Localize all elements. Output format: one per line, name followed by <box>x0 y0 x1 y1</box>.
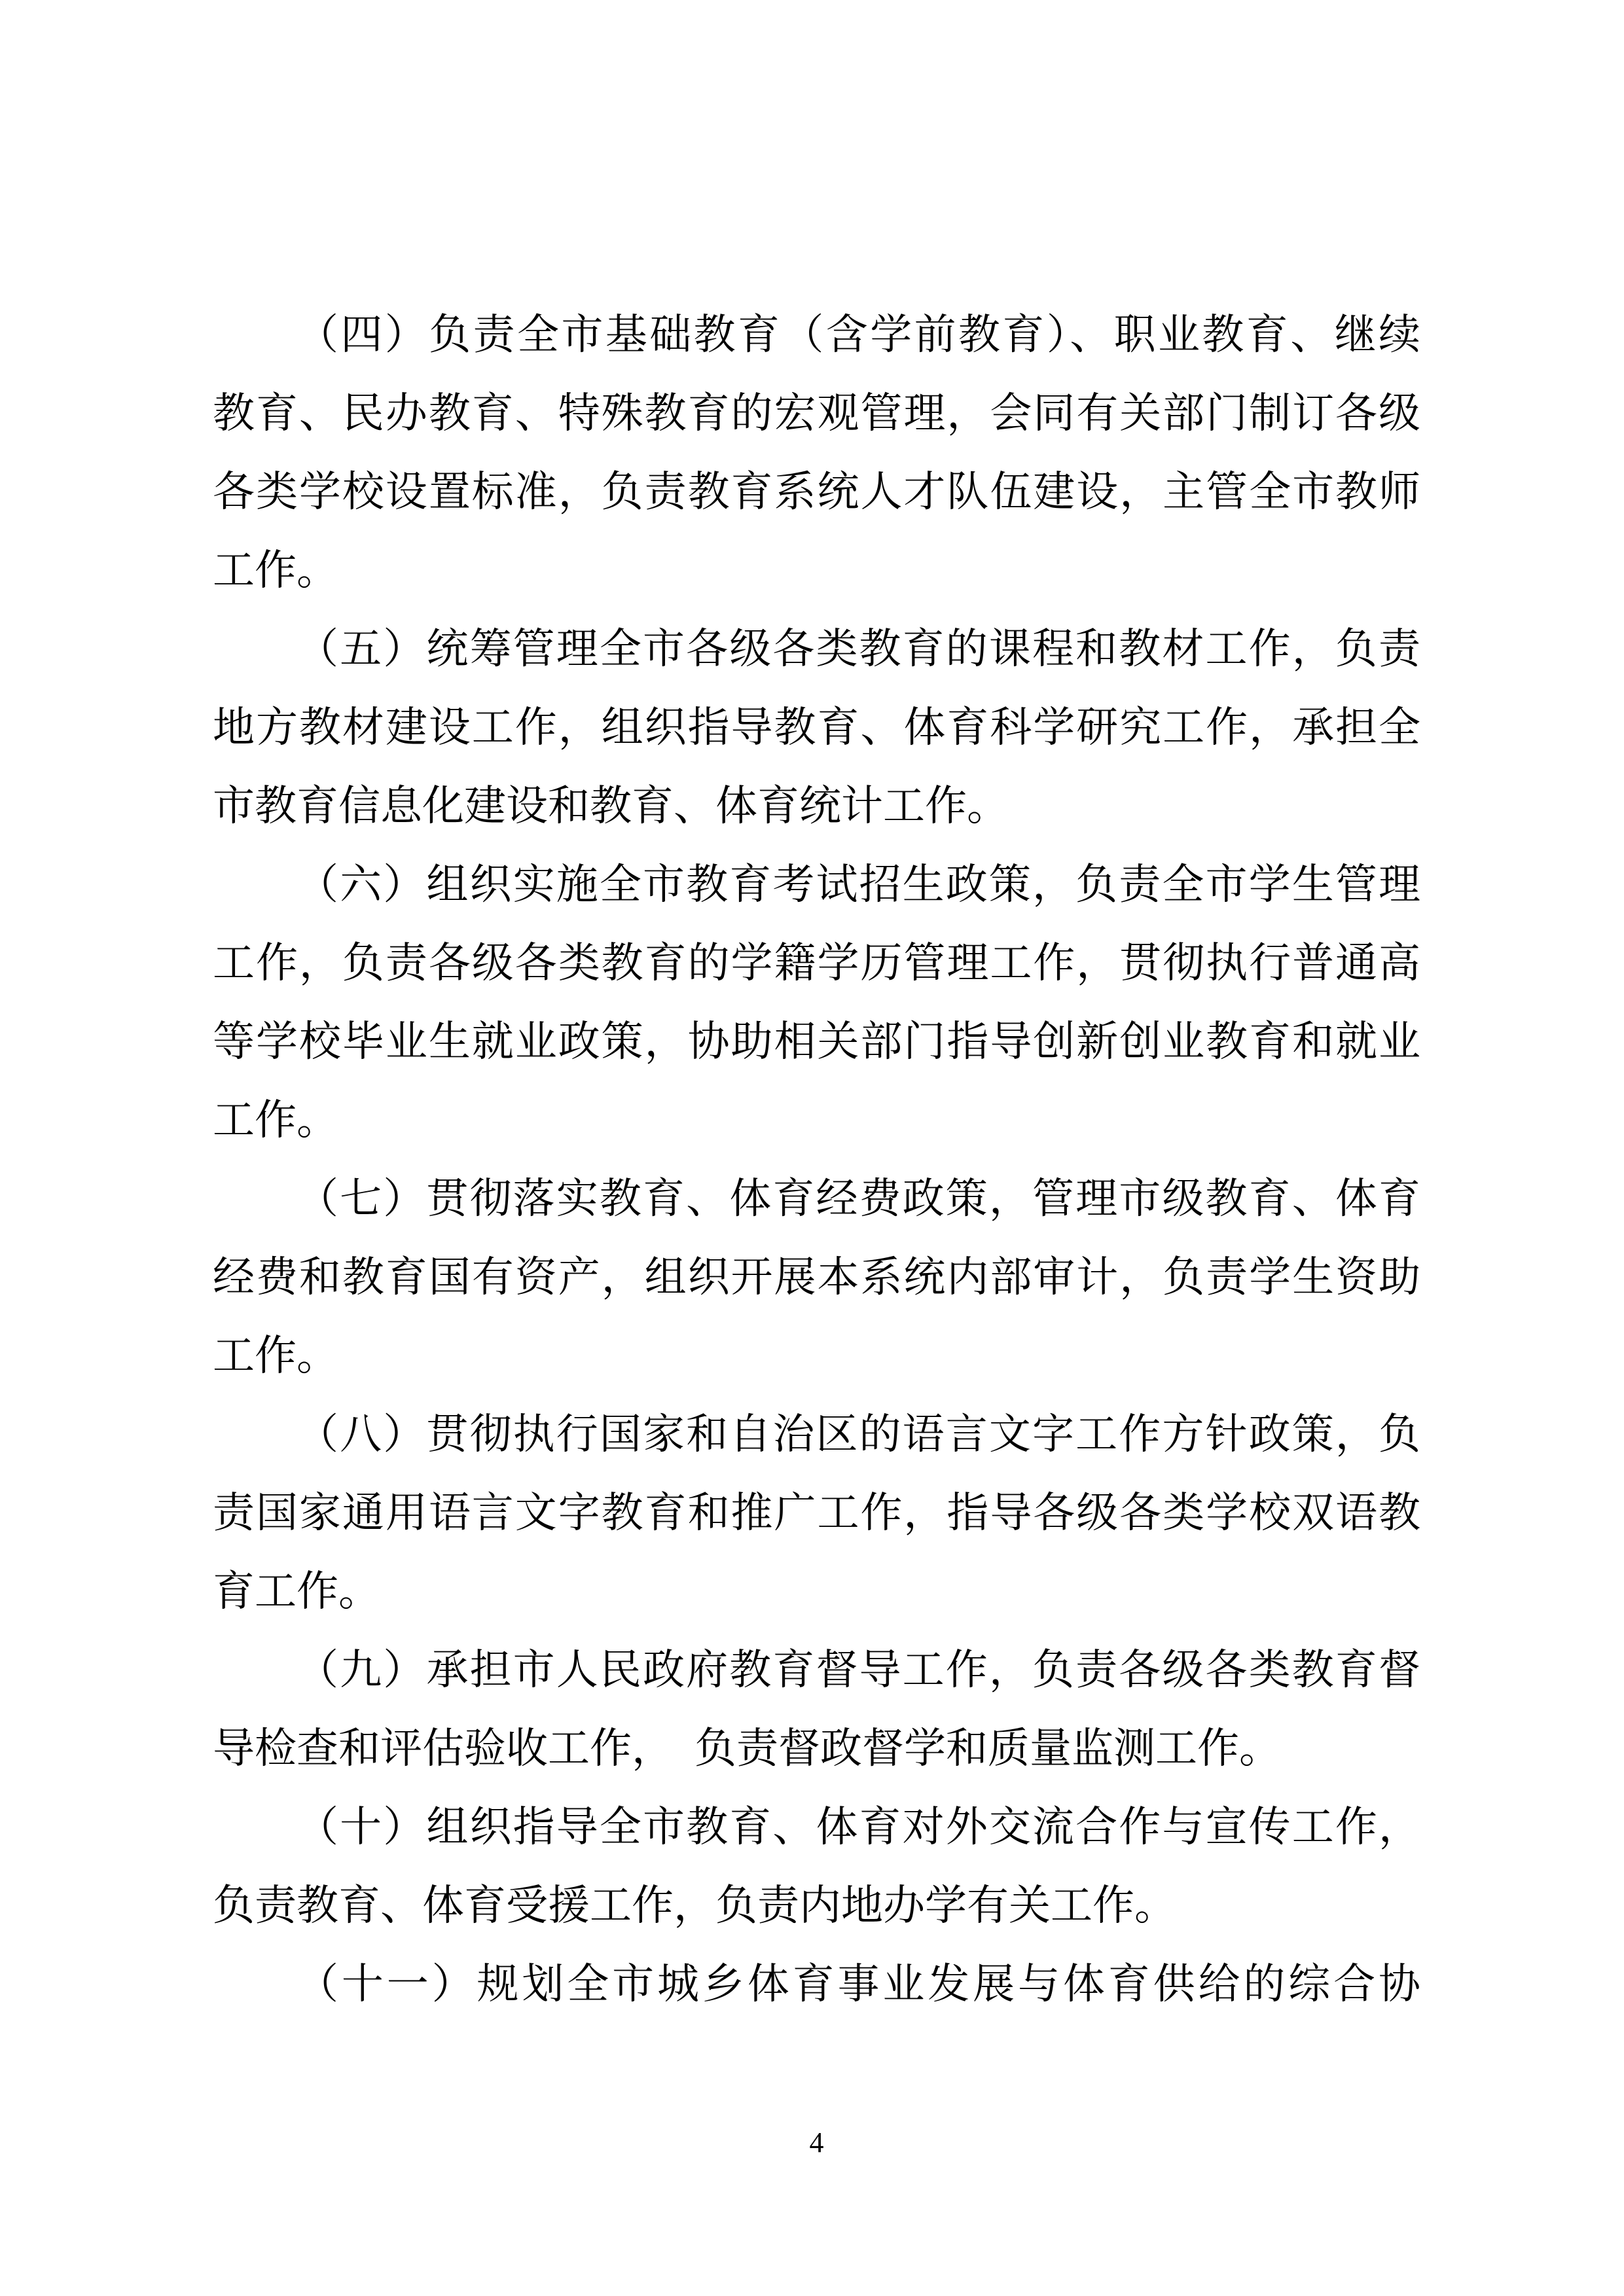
page-number: 4 <box>809 2126 824 2159</box>
document-body <box>213 296 1420 2024</box>
text-line: 地方教材建设工作，组织指导教育、体育科学研究工作，承担全 <box>213 704 1420 751</box>
text-line: 负责教育、体育受援工作，负责内地办学有关工作。 <box>213 1882 1176 1929</box>
text-line: （十）组织指导全市教育、体育对外交流合作与宣传工作， <box>297 1804 1420 1850</box>
text-line: 教育、民办教育、特殊教育的宏观管理，会同有关部门制订各级 <box>213 390 1420 437</box>
text-line: （五）统筹管理全市各级各类教育的课程和教材工作，负责 <box>297 626 1420 672</box>
text-line: 各类学校设置标准，负责教育系统人才队伍建设，主管全市教师 <box>213 469 1420 515</box>
text-line: （六）组织实施全市教育考试招生政策，负责全市学生管理 <box>297 861 1420 908</box>
text-line: 工作，负责各级各类教育的学籍学历管理工作，贯彻执行普通高 <box>213 940 1420 986</box>
text-line: 育工作。 <box>213 1568 380 1615</box>
text-line: （十一）规划全市城乡体育事业发展与体育供给的综合协 <box>297 1961 1420 2007</box>
text-line: 责国家通用语言文字教育和推广工作，指导各级各类学校双语教 <box>213 1490 1420 1536</box>
page-footer <box>213 2128 1420 2157</box>
text-line: 工作。 <box>213 547 338 594</box>
text-line: （四）负责全市基础教育（含学前教育）、职业教育、继续 <box>297 312 1420 358</box>
text-line: （七）贯彻落实教育、体育经费政策，管理市级教育、体育 <box>297 1175 1420 1222</box>
text-line: 导检查和评估验收工作， 负责督政督学和质量监测工作。 <box>213 1725 1281 1772</box>
text-line: 工作。 <box>213 1333 338 1379</box>
text-line: 工作。 <box>213 1097 338 1143</box>
text-line: 等学校毕业生就业政策，协助相关部门指导创新创业教育和就业 <box>213 1018 1420 1065</box>
text-line: （九）承担市人民政府教育督导工作，负责各级各类教育督 <box>297 1647 1420 1693</box>
text-line: 市教育信息化建设和教育、体育统计工作。 <box>213 783 1009 829</box>
text-line: （八）贯彻执行国家和自治区的语言文字工作方针政策，负 <box>297 1411 1420 1458</box>
text-line: 经费和教育国有资产，组织开展本系统内部审计，负责学生资助 <box>213 1254 1420 1300</box>
